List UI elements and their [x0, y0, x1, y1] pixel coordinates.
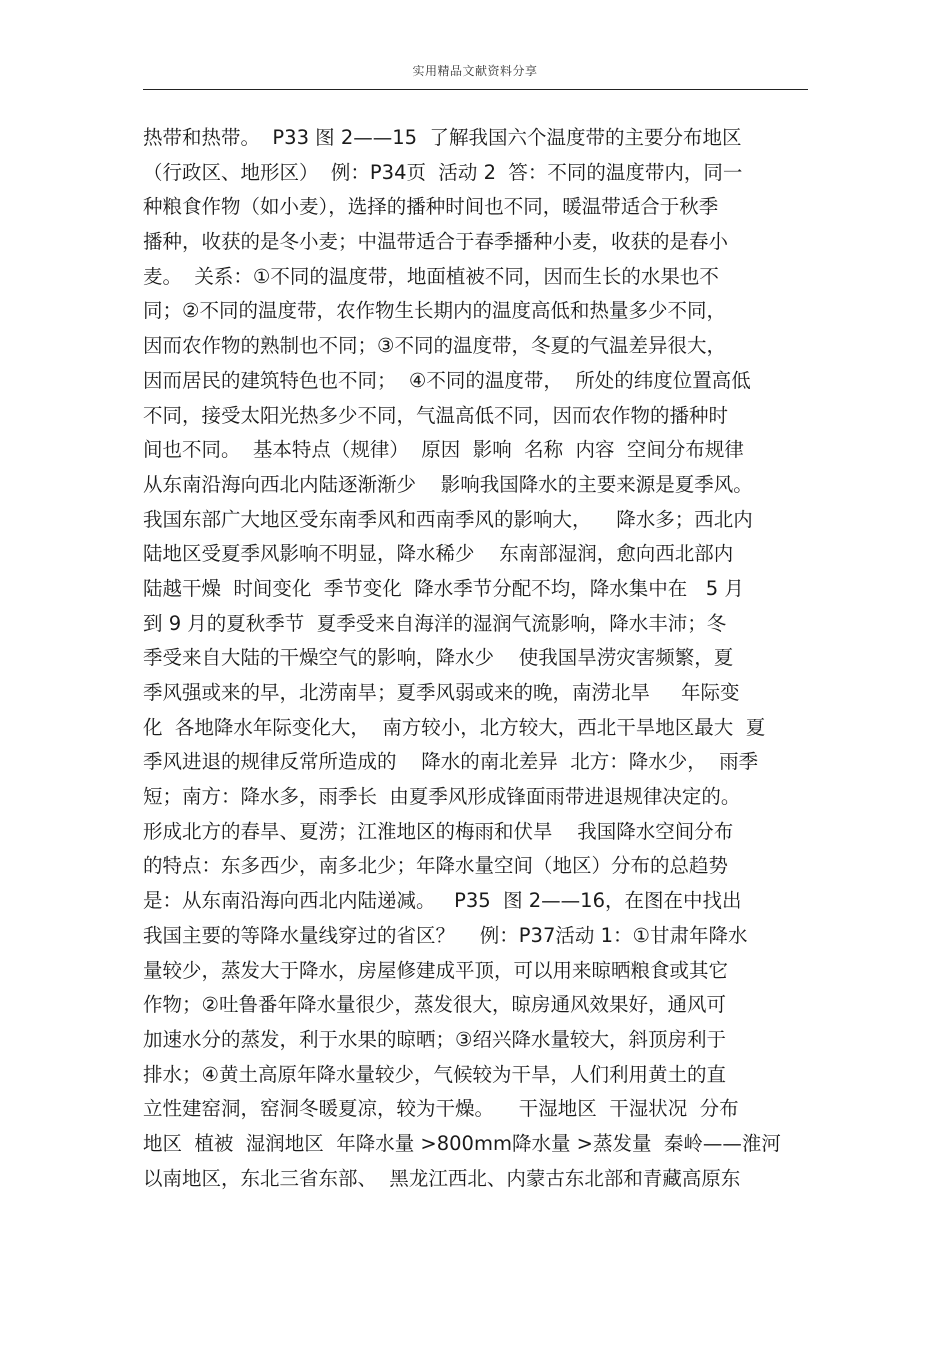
text-line: 短；南方：降水多，雨季长 由夏季风形成锋面雨带进退规律决定的。	[143, 785, 741, 809]
text-line: 播种，收获的是冬小麦；中温带适合于春季播种小麦，收获的是春小	[143, 230, 729, 254]
text-line: 到 9 月的夏秋季节 夏季受来自海洋的湿润气流影响，降水丰沛；冬	[143, 611, 727, 635]
text-line: 作物；②吐鲁番年降水量很少，蒸发很大，晾房通风效果好，通风可	[143, 993, 726, 1017]
document-body	[143, 121, 808, 1196]
text-line: 是：从东南沿海向西北内陆递减。 P35 图 2——16，在图在中找出	[143, 889, 742, 913]
text-line: 从东南沿海向西北内陆逐渐渐少 影响我国降水的主要来源是夏季风。	[143, 472, 753, 496]
header-divider	[143, 89, 808, 90]
text-line: 地区 植被 湿润地区 年降水量 >800mm降水量 >蒸发量 秦岭——淮河	[143, 1131, 781, 1155]
text-line: 不同，接受太阳光热多少不同，气温高低不同，因而农作物的播种时	[143, 403, 729, 427]
text-line: 化 各地降水年际变化大， 南方较小，北方较大，西北干旱地区最大 夏	[143, 715, 766, 739]
text-line: 陆越干燥 时间变化 季节变化 降水季节分配不均，降水集中在 5 月	[143, 576, 744, 600]
text-line: 量较少，蒸发大于降水，房屋修建成平顶，可以用来晾晒粮食或其它	[143, 958, 729, 982]
text-line: 种粮食作物（如小麦），选择的播种时间也不同，暖温带适合于秋季	[143, 195, 719, 219]
text-line: 热带和热带。 P33 图 2——15 了解我国六个温度带的主要分布地区	[143, 126, 742, 149]
text-line: 我国东部广大地区受东南季风和西南季风的影响大， 降水多；西北内	[143, 507, 753, 531]
text-line: 我国主要的等降水量线穿过的省区？ 例：P37活动 1：①甘肃年降水	[143, 923, 748, 947]
text-line: 间也不同。 基本特点（规律） 原因 影响 名称 内容 空间分布规律	[143, 438, 744, 462]
text-line: 因而农作物的熟制也不同；③不同的温度带，冬夏的气温差异很大，	[143, 334, 726, 358]
text-line: 立性建窑洞，窑洞冬暖夏凉，较为干燥。 干湿地区 干湿状况 分布	[143, 1097, 739, 1121]
text-line: 形成北方的春旱、夏涝；江淮地区的梅雨和伏旱 我国降水空间分布	[143, 819, 734, 843]
text-line: 季风进退的规律反常所造成的 降水的南北差异 北方：降水少， 雨季	[143, 750, 759, 774]
text-line: 同；②不同的温度带，农作物生长期内的温度高低和热量多少不同，	[143, 299, 726, 323]
text-line: 排水；④黄土高原年降水量较少，气候较为干旱，人们利用黄土的直	[143, 1062, 726, 1086]
page-header: 实用精品文献资料分享	[412, 64, 538, 78]
text-line: 以南地区，东北三省东部、 黑龙江西北、内蒙古东北部和青藏高原东	[143, 1166, 741, 1190]
text-line: （行政区、地形区） 例：P34页 活动 2 答：不同的温度带内，同一	[143, 160, 743, 184]
text-line: 季风强或来的早，北涝南旱；夏季风弱或来的晚，南涝北旱 年际变	[143, 681, 740, 704]
text-line: 陆地区受夏季风影响不明显，降水稀少 东南部湿润，愈向西北部内	[143, 542, 734, 566]
text-line: 麦。 关系：①不同的温度带，地面植被不同，因而生长的水果也不	[143, 264, 719, 288]
text-line: 因而居民的建筑特色也不同； ④不同的温度带， 所处的纬度位置高低	[143, 368, 751, 392]
text-line: 的特点：东多西少，南多北少；年降水量空间（地区）分布的总趋势	[143, 854, 729, 878]
text-line: 加速水分的蒸发，利于水果的晾晒；③绍兴降水量较大，斜顶房利于	[143, 1027, 726, 1051]
text-line: 季受来自大陆的干燥空气的影响，降水少 使我国旱涝灾害频繁，夏	[143, 646, 734, 670]
